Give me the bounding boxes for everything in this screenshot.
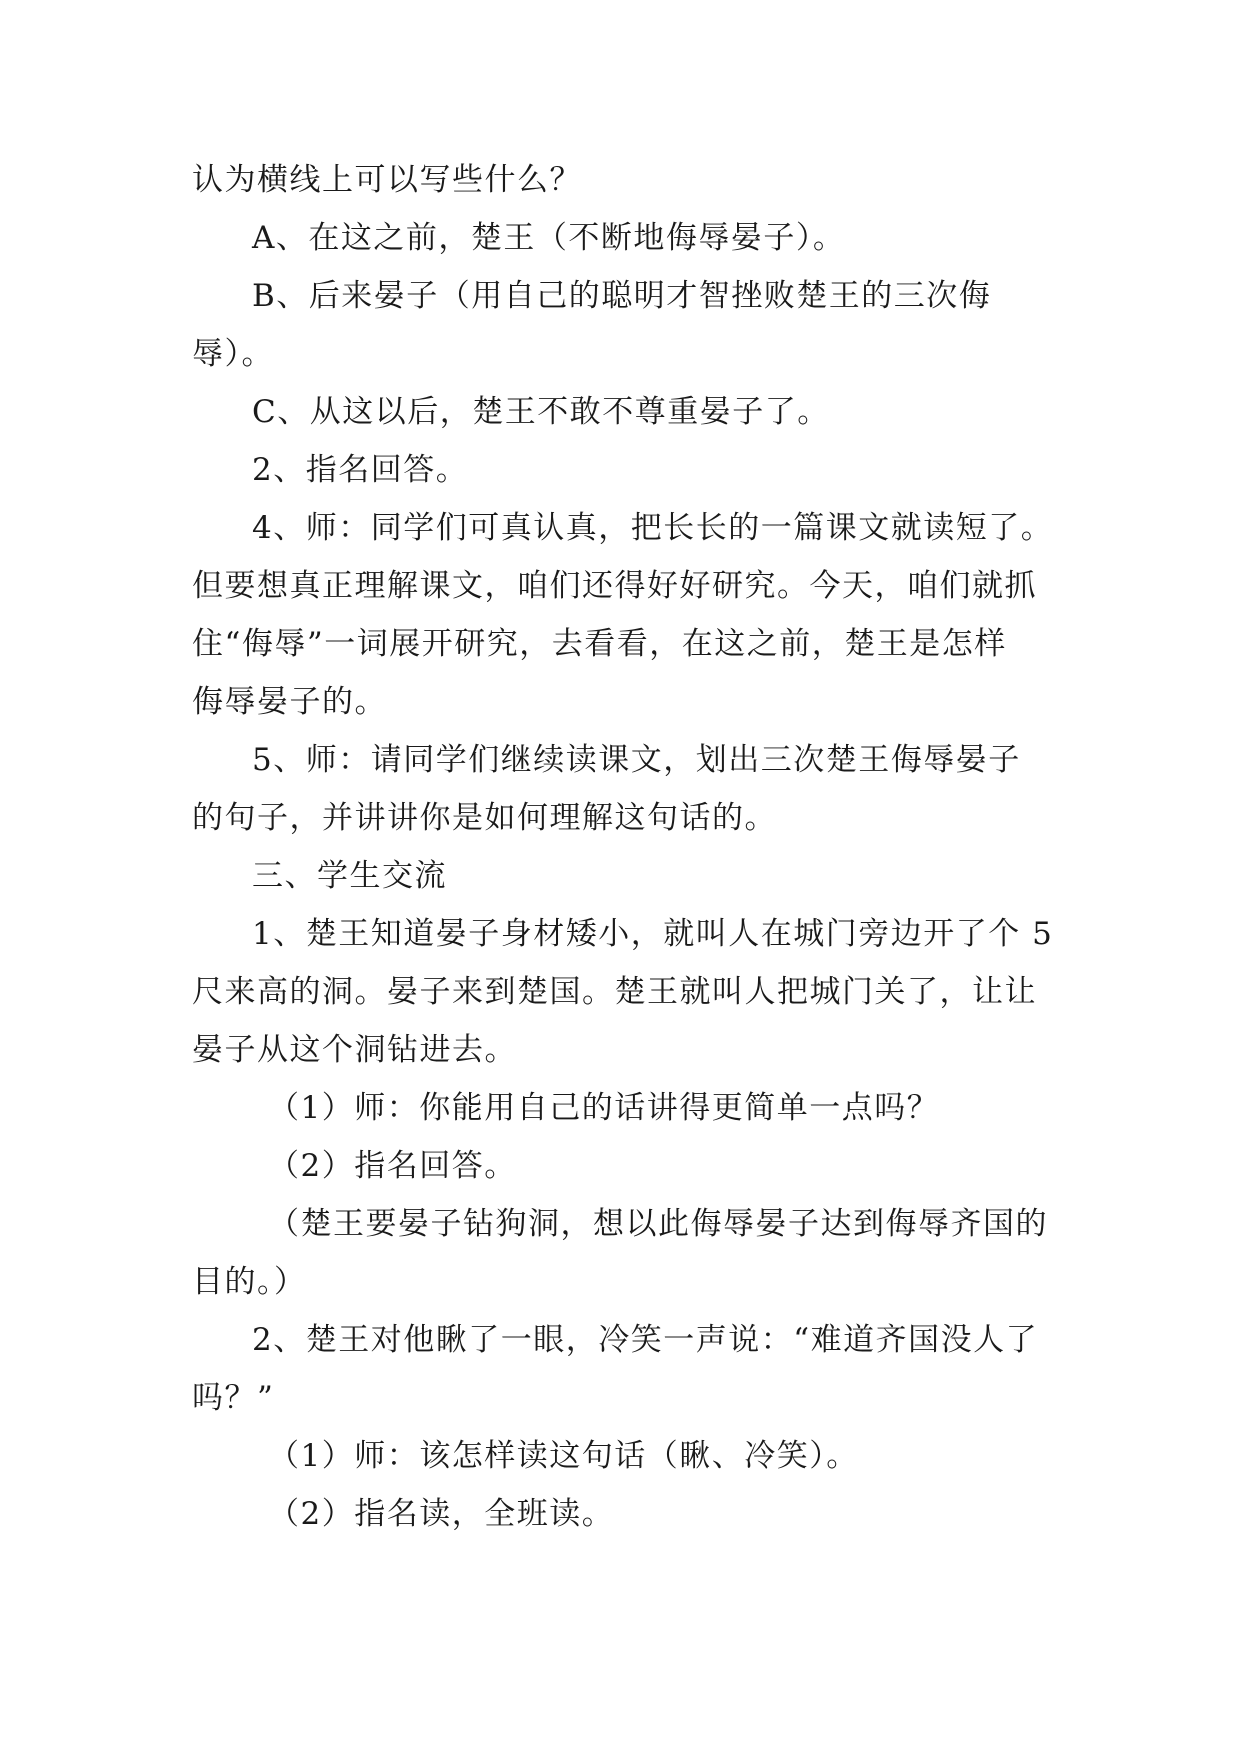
text-line: 三、学生交流 (252, 858, 447, 894)
text-line: 晏子从这个洞钻进去。 (192, 1032, 517, 1068)
text-line: 认为横线上可以写些什么？ (192, 162, 582, 198)
text-line: （1）师：该怎样读这句话（瞅、冷笑）。 (268, 1438, 859, 1474)
text-line: 尺来高的洞。晏子来到楚国。楚王就叫人把城门关了，让让 (192, 974, 1037, 1010)
text-line: （1）师：你能用自己的话讲得更简单一点吗？ (268, 1090, 940, 1126)
text-line: 目的。） (192, 1264, 307, 1300)
text-line: A、在这之前，楚王（不断地侮辱晏子）。 (252, 220, 846, 256)
text-line: （2）指名读，全班读。 (268, 1496, 615, 1532)
text-line: C、从这以后，楚王不敢不尊重晏子了。 (252, 394, 830, 430)
text-line: 吗？” (192, 1380, 275, 1416)
text-line: 住“侮辱”一词展开研究，去看看，在这之前，楚王是怎样 (192, 626, 1007, 662)
text-line: 1、楚王知道晏子身材矮小，就叫人在城门旁边开了个 5 (252, 916, 1054, 952)
text-line: 辱）。 (192, 336, 274, 372)
text-line: 的句子，并讲讲你是如何理解这句话的。 (192, 800, 777, 836)
text-line: 5、师：请同学们继续读课文，划出三次楚王侮辱晏子 (252, 742, 1021, 778)
text-line: 4、师：同学们可真认真，把长长的一篇课文就读短了。 (252, 510, 1054, 546)
text-line: （2）指名回答。 (268, 1148, 517, 1184)
text-line: （楚王要晏子钻狗洞，想以此侮辱晏子达到侮辱齐国的 (268, 1206, 1048, 1242)
text-line: 侮辱晏子的。 (192, 684, 387, 720)
text-line: 2、指名回答。 (252, 452, 469, 488)
text-line: 但要想真正理解课文，咱们还得好好研究。今天，咱们就抓 (192, 568, 1037, 604)
text-line: B、后来晏子（用自己的聪明才智挫败楚王的三次侮 (252, 278, 992, 314)
text-line: 2、楚王对他瞅了一眼，冷笑一声说：“难道齐国没人了 (252, 1322, 1039, 1358)
